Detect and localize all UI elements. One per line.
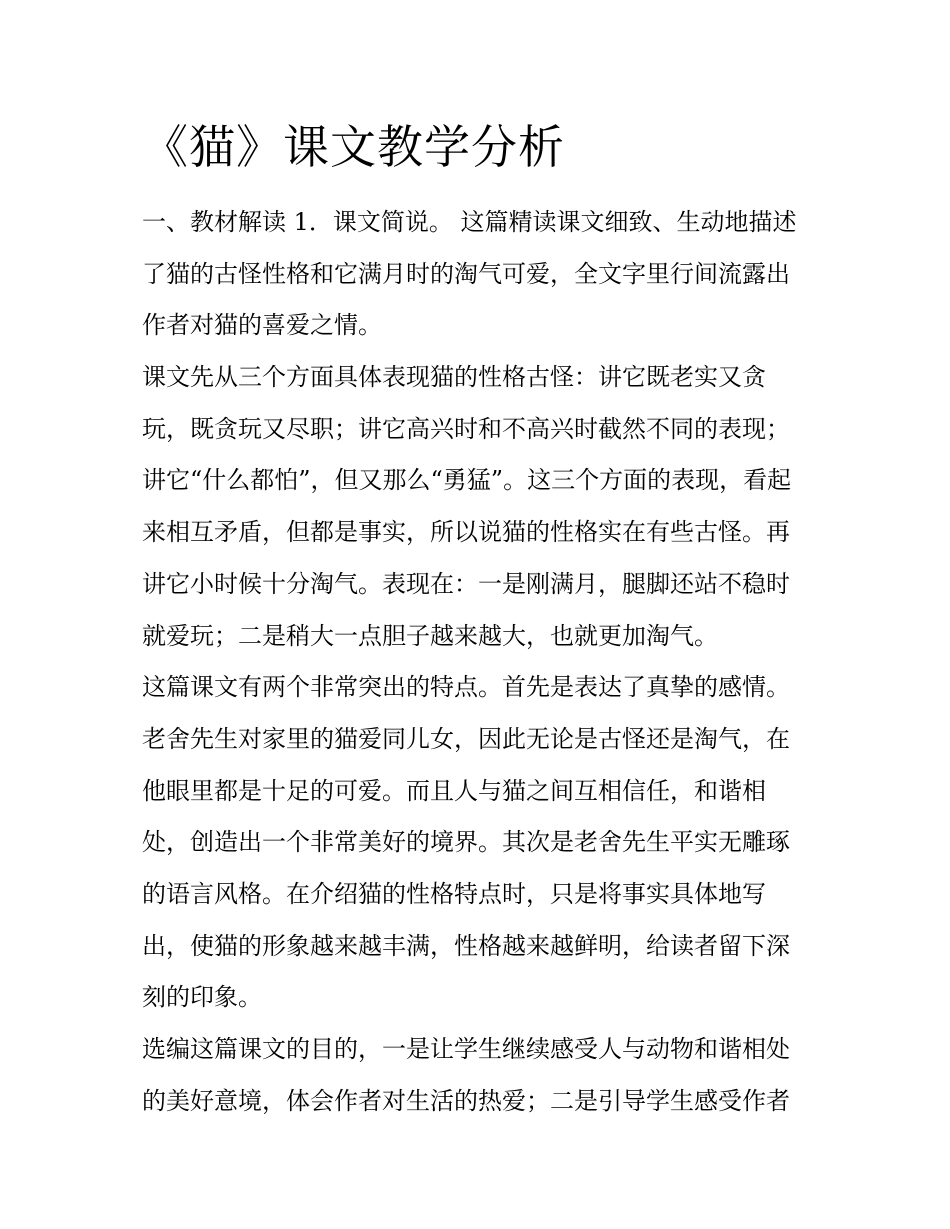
text-line: 玩，既贪玩又尽职；讲它高兴时和不高兴时截然不同的表现； [142,414,790,443]
text-line: 选编这篇课文的目的，一是让学生继续感受人与动物和谐相处 [142,1035,790,1063]
text-line: 了猫的古怪性格和它满月时的淘气可爱，全文字里行间流露出 [142,259,790,288]
document-title: 《猫》课文教学分析 [142,120,565,174]
text-line: 来相互矛盾，但都是事实，所以说猫的性格实在有些古怪。再 [142,518,790,547]
paragraph-intro [142,197,822,352]
text-line: 课文先从三个方面具体表现猫的性格古怪：讲它既老实又贪 [142,363,766,392]
paragraph-features [142,662,822,1024]
text-line: 的美好意境，体会作者对生活的热爱；二是引导学生感受作者 [142,1086,790,1115]
text-line: 出，使猫的形象越来越丰满，性格越来越鲜明，给读者留下深 [142,931,790,960]
text-line: 就爱玩；二是稍大一点胆子越来越大，也就更加淘气。 [142,621,718,650]
text-line: 这篇课文有两个非常突出的特点。首先是表达了真挚的感情。 [142,673,790,702]
text-line: 老舍先生对家里的猫爱同儿女，因此无论是古怪还是淘气，在 [142,724,790,753]
text-line: 讲它“什么都怕”，但又那么“勇猛”。这三个方面的表现，看起 [142,466,792,495]
text-line: 讲它小时候十分淘气。表现在：一是刚满月，腿脚还站不稳时 [142,569,790,598]
document-body [142,197,822,1127]
text-line: 作者对猫的喜爱之情。 [142,311,382,340]
paragraph-character [142,352,822,662]
text-line: 处，创造出一个非常美好的境界。其次是老舍先生平实无雕琢 [142,828,790,857]
text-line: 的语言风格。在介绍猫的性格特点时，只是将事实具体地写 [142,879,766,908]
text-line: 他眼里都是十足的可爱。而且人与猫之间互相信任，和谐相 [142,776,766,805]
text-line: 一、教材解读 1．课文简说。 这篇精读课文细致、生动地描述 [142,208,797,236]
paragraph-purpose [142,1024,822,1127]
text-line: 刻的印象。 [142,983,262,1012]
